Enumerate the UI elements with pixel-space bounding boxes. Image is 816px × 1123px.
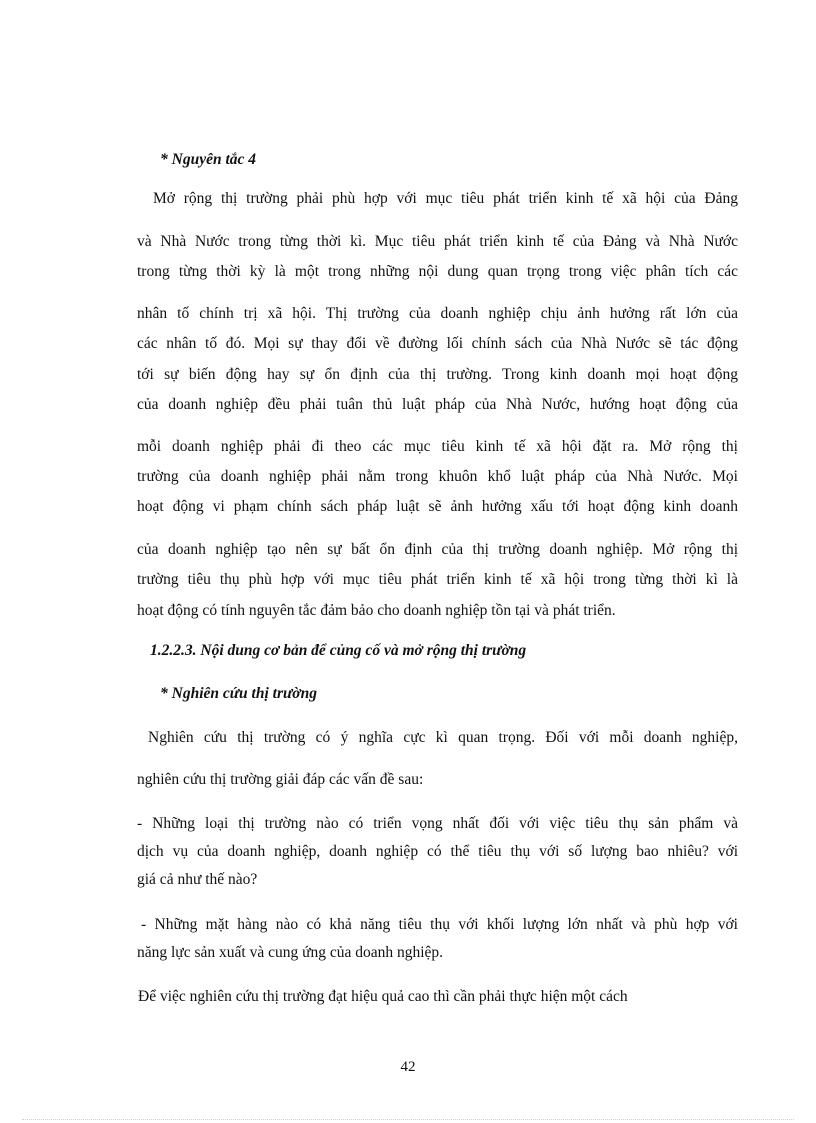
paragraph-line: Mở rộng thị trường phải phù hợp với mục tiêu phát triển kinh tế xã hội của Đảng — [153, 190, 738, 207]
paragraph-line: của doanh nghiệp tạo nên sự bất ổn định của thị trường doanh nghiệp. Mở rộng thị — [137, 541, 738, 558]
section-heading-1-2-2-3: 1.2.2.3. Nội dung cơ bản để củng cố và mở rộng thị trường — [150, 642, 527, 659]
paragraph-line: hoạt động vi phạm chính sách pháp luật sẽ ảnh hưởng xấu tới hoạt động kinh doanh — [137, 498, 738, 515]
paragraph-line: mỗi doanh nghiệp phải đi theo các mục tiêu kinh tế xã hội đặt ra. Mở rộng thị — [137, 438, 738, 455]
paragraph-line: nghiên cứu thị trường giải đáp các vấn đề sau: — [137, 771, 424, 788]
paragraph-line: trong từng thời kỳ là một trong những nội dung quan trọng trong việc phân tích các — [137, 263, 738, 280]
paragraph-line: giá cả như thế nào? — [137, 871, 258, 888]
paragraph-line: năng lực sản xuất và cung ứng của doanh nghiệp. — [137, 944, 444, 961]
paragraph-line: trường tiêu thụ phù hợp với mục tiêu phát triển kinh tế xã hội trong từng thời kì là — [137, 571, 738, 588]
heading-nghien-cuu-thi-truong: * Nghiên cứu thị trường — [160, 685, 317, 702]
paragraph-line: hoạt động có tính nguyên tắc đảm bảo cho doanh nghiệp tồn tại và phát triển. — [137, 602, 616, 619]
page-number: 42 — [400, 1059, 416, 1075]
paragraph-line: tới sự biến động hay sự ổn định của thị trường. Trong kinh doanh mọi hoạt động — [137, 366, 738, 383]
paragraph-line: của doanh nghiệp đều phải tuân thủ luật pháp của Nhà Nước, hướng hoạt động của — [137, 396, 738, 413]
page-bottom-rule — [22, 1119, 794, 1120]
paragraph-line: Nghiên cứu thị trường có ý nghĩa cực kì quan trọng. Đối với mỗi doanh nghiệp, — [148, 729, 738, 746]
heading-nguyen-tac-4: * Nguyên tắc 4 — [160, 151, 257, 168]
paragraph-line: dịch vụ của doanh nghiệp, doanh nghiệp có thể tiêu thụ với số lượng bao nhiêu? với — [137, 843, 738, 860]
paragraph-line: - Những loại thị trường nào có triển vọng nhất đối với việc tiêu thụ sản phẩm và — [137, 815, 738, 832]
paragraph-line: nhân tố chính trị xã hội. Thị trường của doanh nghiệp chịu ảnh hưởng rất lớn của — [137, 305, 738, 322]
paragraph-line: trường của doanh nghiệp phải nằm trong khuôn khổ luật pháp của Nhà Nước. Mọi — [137, 468, 738, 485]
paragraph-line: Để việc nghiên cứu thị trường đạt hiệu quả cao thì cần phải thực hiện một cách — [138, 988, 628, 1005]
paragraph-line: - Những mặt hàng nào có khả năng tiêu thụ với khối lượng lớn nhất và phù hợp với — [141, 916, 738, 933]
paragraph-line: và Nhà Nước trong từng thời kì. Mục tiêu phát triển kinh tế của Đảng và Nhà Nước — [137, 233, 738, 250]
paragraph-line: các nhân tố đó. Mọi sự thay đổi về đường lối chính sách của Nhà Nước sẽ tác động — [137, 335, 738, 352]
